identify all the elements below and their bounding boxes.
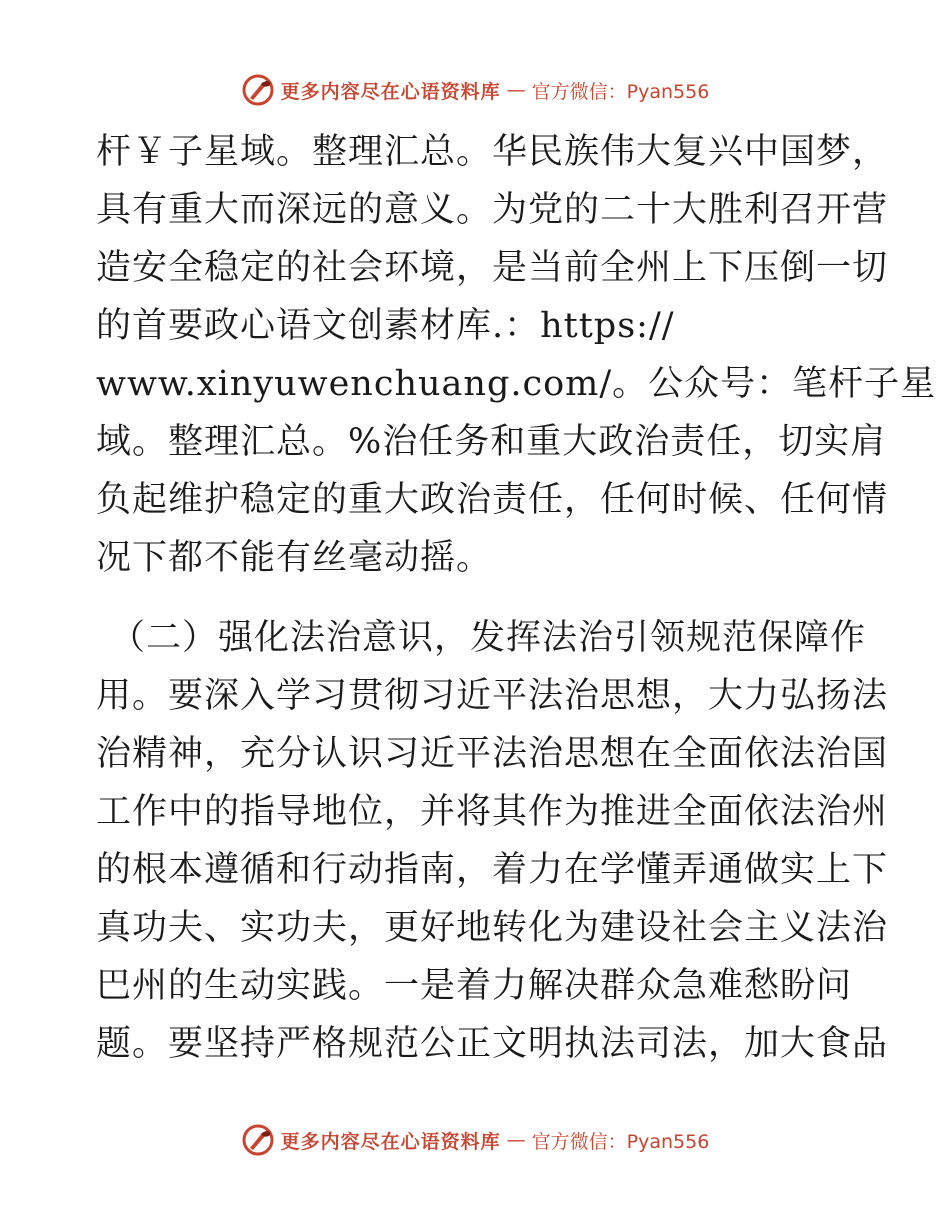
header-brand-text: 更多内容尽在心语资料库: [280, 80, 501, 103]
body-line: 负起维护稳定的重大政治责任，任何时候、任何情: [96, 480, 889, 520]
quill-logo-icon: [241, 1123, 275, 1157]
body-line: 域。整理汇总。%治任务和重大政治责任，切实肩: [96, 422, 887, 462]
body-line: 况下都不能有丝毫动摇。: [96, 538, 493, 578]
section-line: 治精神，充分认识习近平法治思想在全面依法治国: [96, 734, 889, 774]
section-line: 的根本遵循和行动指南，着力在学懂弄通做实上下: [96, 850, 889, 890]
section-heading-line: （二）强化法治意识，发挥法治引领规范保障作: [110, 618, 867, 658]
section-line: 工作中的指导地位，并将其作为推进全面依法治州: [96, 792, 889, 832]
document-body: [96, 123, 937, 1073]
body-line: 的首要政心语文创素材库.：https://: [96, 306, 675, 346]
footer-brand-text: 更多内容尽在心语资料库: [280, 1130, 501, 1153]
section-line: 巴州的生动实践。一是着力解决群众急难愁盼问: [96, 966, 853, 1006]
footer-separator: —: [506, 1129, 526, 1151]
section-line: 题。要坚持严格规范公正文明执法司法，加大食品: [96, 1024, 889, 1064]
quill-logo-icon: [241, 73, 275, 107]
paragraph-spacer: [96, 587, 856, 609]
header-separator: —: [506, 79, 526, 101]
footer-wechat-text: 官方微信：Pyan556: [531, 1130, 710, 1153]
header-wechat-text: 官方微信：Pyan556: [531, 80, 710, 103]
section-line: 真功夫、实功夫，更好地转化为建设社会主义法治: [96, 908, 889, 948]
body-line-url: www.xinyuwenchuang.com/。公众号：笔杆子星: [96, 364, 937, 404]
body-line: 杆￥子星域。整理汇总。华民族伟大复兴中国梦，: [96, 132, 889, 172]
body-line: 造安全稳定的社会环境，是当前全州上下压倒一切: [96, 248, 889, 288]
footer-banner: [0, 1122, 950, 1158]
body-line: 具有重大而深远的意义。为党的二十大胜利召开营: [96, 190, 889, 230]
section-line: 用。要深入学习贯彻习近平法治思想，大力弘扬法: [96, 676, 889, 716]
header-banner: [0, 72, 950, 108]
